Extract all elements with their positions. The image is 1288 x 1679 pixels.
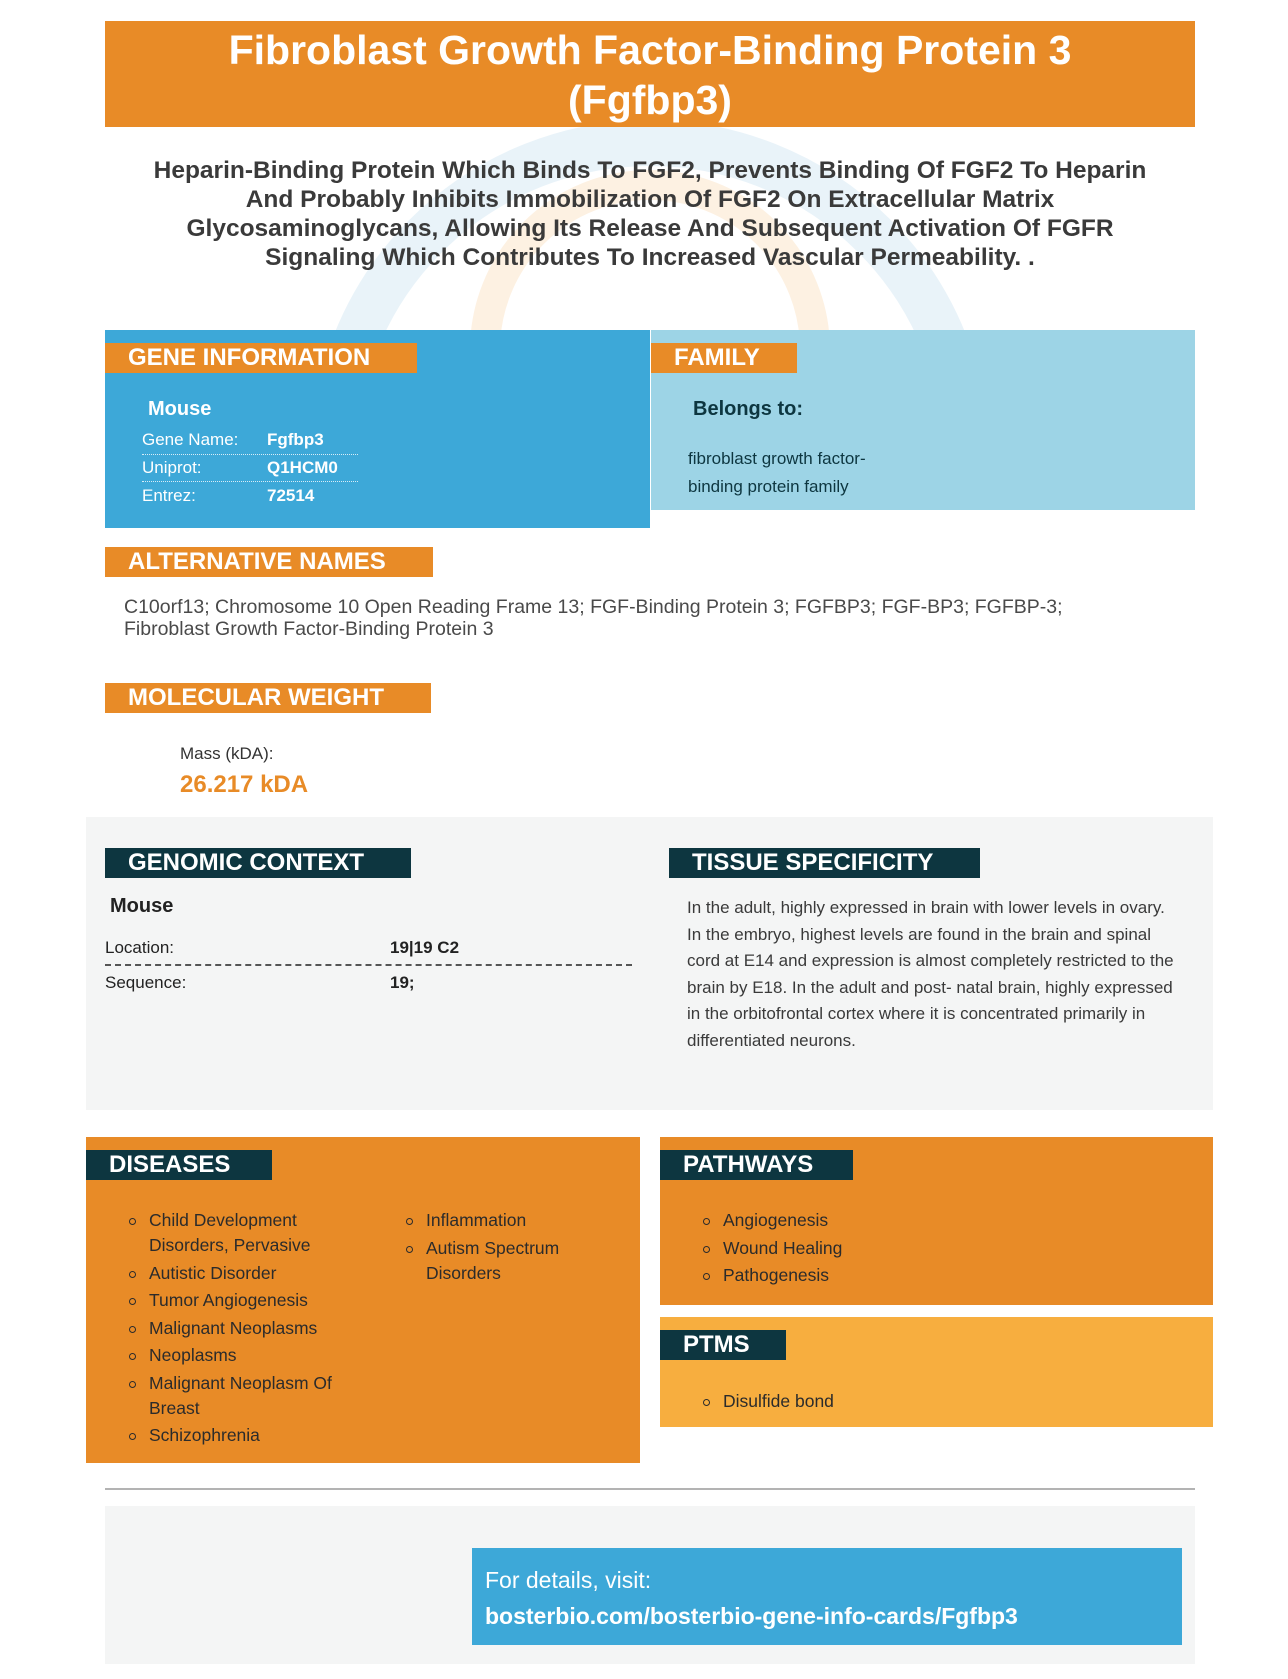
list-item: Wound Healing xyxy=(702,1236,1002,1261)
genomic-context-table xyxy=(105,932,632,1000)
location-value: 19|19 C2 xyxy=(390,938,460,957)
list-item: Schizophrenia xyxy=(128,1423,368,1448)
diseases-list-col1 xyxy=(128,1208,368,1451)
gene-information-heading: GENE INFORMATION xyxy=(105,343,417,373)
alternative-names-heading: ALTERNATIVE NAMES xyxy=(105,547,433,577)
gene-name-value: Fgfbp3 xyxy=(267,430,324,450)
sequence-row xyxy=(105,966,632,1000)
list-item: Neoplasms xyxy=(128,1343,368,1368)
location-row xyxy=(105,932,632,966)
sequence-key: Sequence: xyxy=(105,973,187,992)
list-item: Disulfide bond xyxy=(702,1389,1002,1414)
uniprot-value: Q1HCM0 xyxy=(267,457,338,477)
mass-label: Mass (kDA): xyxy=(180,744,274,763)
list-item: Angiogenesis xyxy=(702,1208,1002,1233)
gene-name-key: Gene Name: xyxy=(142,430,239,450)
list-item: Autism Spectrum Disorders xyxy=(405,1236,620,1286)
list-item: Malignant Neoplasms xyxy=(128,1316,368,1341)
list-item: Malignant Neoplasm Of Breast xyxy=(128,1371,368,1421)
pathways-heading: PATHWAYS xyxy=(660,1150,853,1180)
entrez-row xyxy=(142,482,358,510)
family-name: fibroblast growth factor-binding protein family xyxy=(688,449,866,496)
gene-name-row xyxy=(142,427,358,455)
list-item: Autistic Disorder xyxy=(128,1261,368,1286)
entrez-value: 72514 xyxy=(267,485,315,505)
alternative-names-text: C10orf13; Chromosome 10 Open Reading Frame 13; FGF-Binding Protein 3; FGFBP3; FGF-BP3; FGFBP-3; Fibroblast Growth Factor-Binding Protein 3 xyxy=(124,596,1063,640)
tissue-specificity-heading: TISSUE SPECIFICITY xyxy=(669,848,980,878)
list-item: Child Development Disorders, Pervasive xyxy=(128,1208,368,1258)
protein-summary: Heparin-Binding Protein Which Binds To FGF2, Prevents Binding Of FGF2 To Heparin And Probably Inhibits Immobilization Of FGF2 On Extracellular Matrix Glycosaminoglycans, Allowing Its Release And Subsequent Activation Of FGFR Signaling Which Contributes To Increased Vascular Permeability. . xyxy=(153,157,1147,271)
details-cta[interactable] xyxy=(472,1548,1182,1645)
uniprot-key: Uniprot: xyxy=(142,457,202,477)
genomic-organism: Mouse xyxy=(110,895,174,917)
list-item: Inflammation xyxy=(405,1208,620,1233)
diseases-heading: DISEASES xyxy=(86,1150,272,1180)
page-title xyxy=(105,21,1195,127)
pathways-list xyxy=(702,1208,1002,1291)
genomic-context-heading: GENOMIC CONTEXT xyxy=(105,848,411,878)
title-line-1: Fibroblast Growth Factor-Binding Protein 3 xyxy=(228,27,1072,73)
gene-organism: Mouse xyxy=(148,398,212,420)
list-item: Pathogenesis xyxy=(702,1263,1002,1288)
details-link[interactable]: bosterbio.com/bosterbio-gene-info-cards/Fgfbp3 xyxy=(485,1603,1018,1629)
diseases-list-col2 xyxy=(405,1208,620,1288)
divider xyxy=(105,1488,1195,1490)
belongs-to-label: Belongs to: xyxy=(693,398,803,420)
tissue-specificity-text: In the adult, highly expressed in brain with lower levels in ovary. In the embryo, highest levels are found in the brain and spinal cord at E14 and expression is almost completely restricted to the brain by E18. In the adult and post- natal brain, highly expressed in the orbitofrontal cortex where it is concentrated primarily in differentiated neurons. xyxy=(687,898,1174,1050)
ptms-list xyxy=(702,1389,1002,1417)
ptms-heading: PTMS xyxy=(660,1330,786,1360)
title-line-2: (Fgfbp3) xyxy=(568,77,732,123)
mass-value: 26.217 kDA xyxy=(180,771,309,798)
sequence-value: 19; xyxy=(390,973,415,992)
list-item: Tumor Angiogenesis xyxy=(128,1288,368,1313)
location-key: Location: xyxy=(105,938,174,957)
uniprot-row xyxy=(142,455,358,483)
gene-info-table xyxy=(142,427,358,510)
family-heading: FAMILY xyxy=(651,343,797,373)
molecular-weight-heading: MOLECULAR WEIGHT xyxy=(105,683,431,713)
cta-text: For details, visit: xyxy=(485,1567,652,1593)
entrez-key: Entrez: xyxy=(142,485,196,505)
